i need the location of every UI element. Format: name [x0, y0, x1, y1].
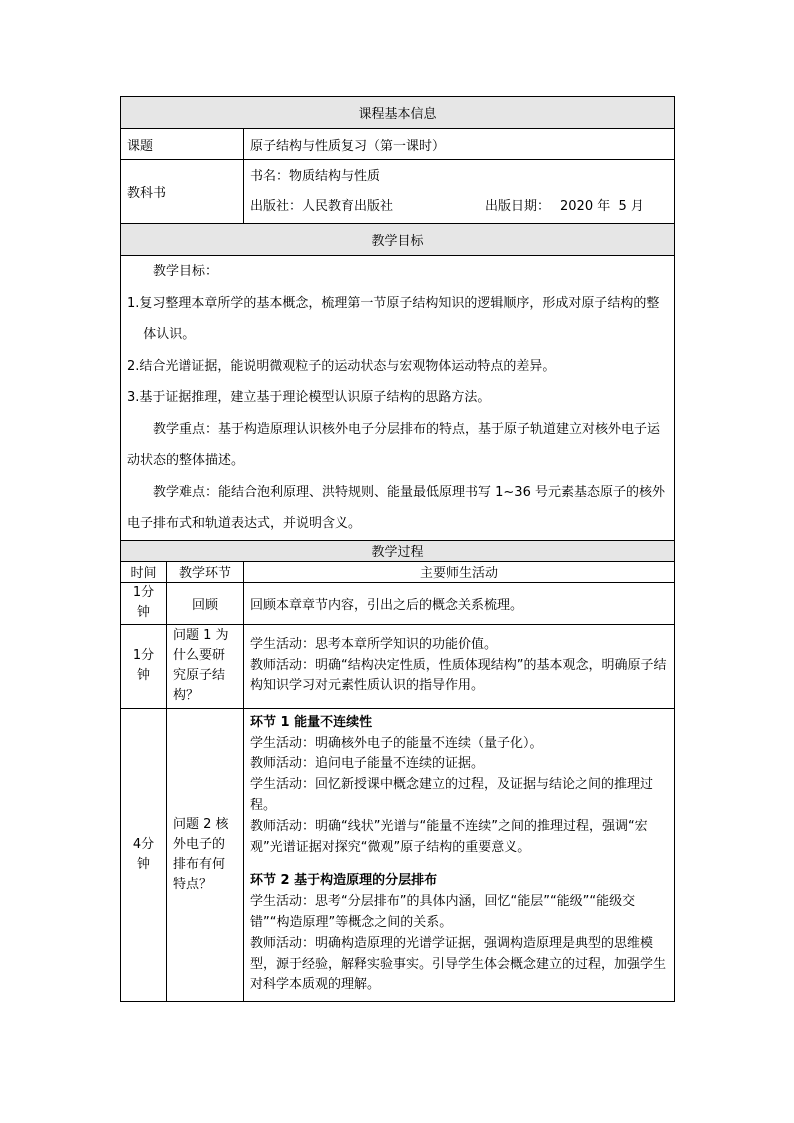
lesson-plan-table — [120, 96, 675, 1002]
col-time-header: 时间 — [121, 561, 167, 582]
activity-line: 学生活动：回忆新授课中概念建立的过程，及证据与结论之间的推理过程。 — [250, 777, 654, 813]
row-stage: 回顾 — [167, 582, 244, 624]
goals-header: 教学目标 — [121, 224, 675, 256]
textbook-info — [244, 160, 675, 224]
row-activity — [244, 708, 675, 1001]
goals-intro: 教学目标： — [153, 264, 219, 279]
process-row — [121, 582, 675, 624]
publisher: 出版社：人民教育出版社 — [250, 198, 394, 214]
row-activity — [244, 624, 675, 708]
section-2-title: 环节 2 基于构造原理的分层排布 — [250, 873, 438, 889]
goal-item-3: 3.基于证据推理，建立基于理论模型认识原子结构的思路方法。 — [127, 390, 491, 405]
goal-item-2: 2.结合光谱证据，能说明微观粒子的运动状态与宏观物体运动特点的差异。 — [127, 358, 556, 374]
goals-content — [121, 256, 675, 541]
section-1-title: 环节 1 能量不连续性 — [250, 714, 373, 730]
row-time: 1分钟 — [121, 582, 167, 624]
textbook-label: 教科书 — [121, 160, 244, 224]
col-activity-header: 主要师生活动 — [244, 561, 675, 582]
col-stage-header: 教学环节 — [167, 561, 244, 582]
spacer — [250, 858, 668, 871]
activity-line: 教师活动：明确构造原理的光谱学证据，强调构造原理是典型的思维模型，源于经验，解释实验事实。引导学生体会概念建立的过程，加强学生对科学本质观的理解。 — [250, 935, 667, 993]
process-row — [121, 624, 675, 708]
activity-line: 学生活动：明确核外电子的能量不连续（量子化）。 — [250, 735, 543, 751]
goal-item-1: 1.复习整理本章所学的基本概念，梳理第一节原子结构知识的逻辑顺序，形成对原子结构的整体认识。 — [127, 295, 660, 342]
row-time: 4分钟 — [121, 708, 167, 1001]
book-name: 书名：物质结构与性质 — [250, 168, 381, 184]
pub-date-label: 出版日期： — [485, 198, 551, 214]
activity-line: 学生活动：思考本章所学知识的功能价值。 — [250, 636, 498, 652]
row-time: 1分钟 — [121, 624, 167, 708]
goals-difficulty: 教学难点：能结合泡利原理、洪特规则、能量最低原理书写 1~36 号元素基态原子的核外电子排布式和轨道表达式，并说明含义。 — [127, 484, 665, 531]
activity-line: 教师活动：明确“线状”光谱与“能量不连续”之间的推理过程，强调“宏观”光谱证据对探究“微观”原子结构的重要意义。 — [250, 818, 648, 855]
pub-date-value: 2020 年 5 月 — [560, 198, 644, 214]
topic-label: 课题 — [121, 129, 244, 160]
basic-info-header: 课程基本信息 — [121, 97, 675, 129]
activity-line: 教师活动：明确“结构决定性质，性质体现结构”的基本观念，明确原子结构知识学习对元素性质认识的指导作用。 — [250, 657, 667, 694]
row-stage: 问题 2 核外电子的排布有何特点？ — [167, 708, 244, 1001]
row-stage: 问题 1 为什么要研究原子结构？ — [167, 624, 244, 708]
process-header: 教学过程 — [121, 540, 675, 561]
process-row — [121, 708, 675, 1001]
row-activity: 回顾本章章节内容，引出之后的概念关系梳理。 — [244, 582, 675, 624]
activity-line: 教师活动：追问电子能量不连续的证据。 — [250, 756, 485, 772]
activity-line: 学生活动：思考“分层排布”的具体内涵，回忆“能层”“能级”“能级交错”“构造原理”等概念之间的关系。 — [250, 894, 636, 930]
publisher-line — [250, 192, 668, 222]
topic-value: 原子结构与性质复习（第一课时） — [244, 129, 675, 160]
goals-key-point: 教学重点：基于构造原理认识核外电子分层排布的特点，基于原子轨道建立对核外电子运动状态的整体描述。 — [127, 421, 661, 468]
